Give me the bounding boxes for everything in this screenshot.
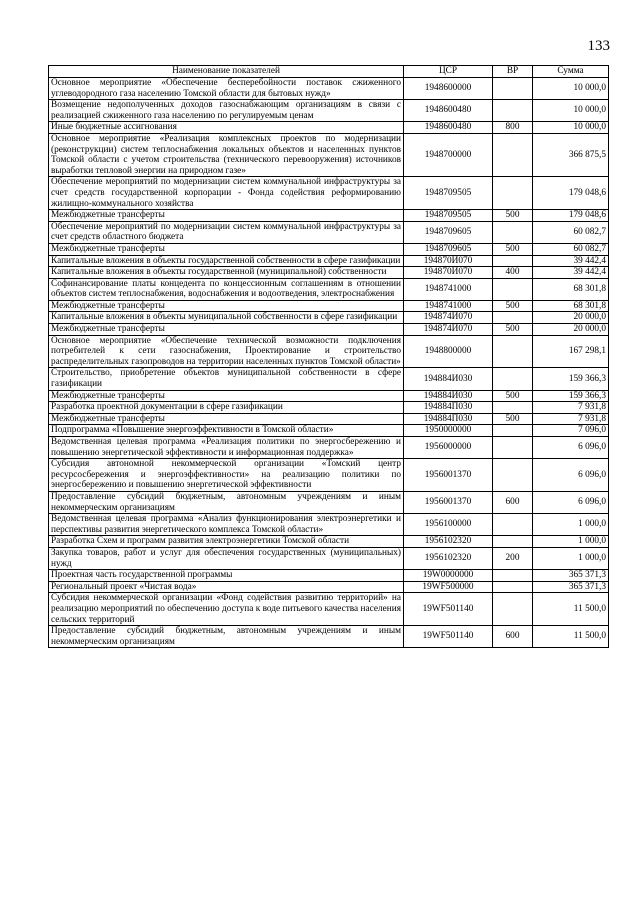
row-sum: 11 500,0 [533, 626, 609, 648]
row-vr: 200 [493, 547, 533, 569]
table-row [49, 514, 609, 536]
row-name: Разработка Схем и программ развития электроэнергетики Томской области [49, 536, 404, 548]
row-vr [493, 368, 533, 390]
table-row [49, 267, 609, 279]
header-name: Наименование показателей [49, 66, 404, 78]
row-sum: 1 000,0 [533, 514, 609, 536]
budget-table [48, 65, 609, 648]
row-name: Межбюджетные трансферты [49, 413, 404, 425]
row-name: Основное мероприятие «Реализация комплексных проектов по модернизации (реконструкции) систем теплоснабжения локальных объектов и населенных пунктов Томской области с учетом строительства (технического перевооружения) источников выработки тепловой энергии на природном газе» [49, 133, 404, 176]
row-sum: 7 096,0 [533, 425, 609, 437]
table-row [49, 335, 609, 368]
row-sum: 39 442,4 [533, 255, 609, 267]
row-sum: 365 371,3 [533, 581, 609, 593]
row-sum: 6 096,0 [533, 437, 609, 459]
row-name: Обеспечение мероприятий по модернизации систем коммунальной инфраструктуры за счет средств областного бюджета [49, 221, 404, 243]
row-vr [493, 133, 533, 176]
row-sum: 10 000,0 [533, 78, 609, 100]
row-sum: 159 366,3 [533, 390, 609, 402]
row-csr: 194884П030 [404, 413, 493, 425]
row-csr: 194870И070 [404, 255, 493, 267]
header-csr: ЦСР [404, 66, 493, 78]
table-row [49, 324, 609, 336]
row-csr: 1956001370 [404, 491, 493, 513]
row-csr: 1948700000 [404, 133, 493, 176]
row-vr [493, 514, 533, 536]
row-name: Закупка товаров, работ и услуг для обеспечения государственных (муниципальных) нужд [49, 547, 404, 569]
row-vr [493, 570, 533, 582]
row-vr: 500 [493, 324, 533, 336]
row-sum: 366 875,5 [533, 133, 609, 176]
row-csr: 1948709505 [404, 210, 493, 222]
row-name: Строительство, приобретение объектов муниципальной собственности в сфере газификации [49, 368, 404, 390]
row-sum: 60 082,7 [533, 221, 609, 243]
row-csr: 194874И070 [404, 324, 493, 336]
row-name: Ведомственная целевая программа «Анализ функционирования электроэнергетики и перспективы развития энергетического комплекса Томской области» [49, 514, 404, 536]
row-vr [493, 255, 533, 267]
row-vr [493, 581, 533, 593]
row-name: Межбюджетные трансферты [49, 243, 404, 255]
row-sum: 10 000,0 [533, 100, 609, 122]
row-vr: 600 [493, 491, 533, 513]
row-vr: 600 [493, 626, 533, 648]
table-row [49, 177, 609, 210]
row-name: Основное мероприятие «Обеспечение технической возможности подключения потребителей к сети газоснабжения, Проектирование и строительство распределительных газопроводов на территории населенных пунктов Томской области» [49, 335, 404, 368]
row-name: Основное мероприятие «Обеспечение бесперебойности поставок сжиженного углеводородного газа населению Томской области для бытовых нужд» [49, 78, 404, 100]
table-row [49, 536, 609, 548]
row-csr: 194884И030 [404, 390, 493, 402]
table-row [49, 133, 609, 176]
row-sum: 159 366,3 [533, 368, 609, 390]
table-row [49, 78, 609, 100]
row-sum: 179 048,6 [533, 210, 609, 222]
row-sum: 10 000,0 [533, 122, 609, 134]
row-vr: 500 [493, 243, 533, 255]
row-csr: 1948600000 [404, 78, 493, 100]
table-row [49, 255, 609, 267]
table-body [49, 78, 609, 648]
table-row [49, 368, 609, 390]
row-vr [493, 100, 533, 122]
table-row [49, 210, 609, 222]
row-name: Предоставление субсидий бюджетным, автономным учреждениям и иным некоммерческим организациям [49, 491, 404, 513]
table-header-row [49, 66, 609, 78]
row-name: Межбюджетные трансферты [49, 390, 404, 402]
row-name: Межбюджетные трансферты [49, 324, 404, 336]
row-sum: 365 371,3 [533, 570, 609, 582]
row-csr: 1948800000 [404, 335, 493, 368]
table-row [49, 243, 609, 255]
table-row [49, 278, 609, 300]
row-sum: 6 096,0 [533, 491, 609, 513]
row-name: Ведомственная целевая программа «Реализация политики по энергосбережению и повышению энергетической эффективности и информационная поддержка» [49, 437, 404, 459]
row-vr [493, 437, 533, 459]
row-vr [493, 459, 533, 492]
row-sum: 68 301,8 [533, 278, 609, 300]
row-sum: 167 298,1 [533, 335, 609, 368]
row-csr: 1948741000 [404, 278, 493, 300]
row-vr: 800 [493, 122, 533, 134]
table-row [49, 425, 609, 437]
row-vr [493, 221, 533, 243]
row-vr: 400 [493, 267, 533, 279]
row-name: Предоставление субсидий бюджетным, автономным учреждениям и иным некоммерческим организациям [49, 626, 404, 648]
row-csr: 1948709605 [404, 221, 493, 243]
row-name: Субсидия автономной некоммерческой организации «Томский центр ресурсосбережения и энергоэффективности» на реализацию политики по энергосбережению и повышению энергетической эффективности [49, 459, 404, 492]
row-vr [493, 536, 533, 548]
row-sum: 1 000,0 [533, 536, 609, 548]
table-row [49, 390, 609, 402]
row-sum: 7 931,8 [533, 413, 609, 425]
row-csr: 1948741000 [404, 300, 493, 312]
row-name: Межбюджетные трансферты [49, 300, 404, 312]
table-row [49, 221, 609, 243]
row-sum: 1 000,0 [533, 547, 609, 569]
row-csr: 19WF501140 [404, 626, 493, 648]
row-name: Возмещение недополученных доходов газоснабжающим организациям в связи с реализацией сжиженного газа населению по регулируемым ценам [49, 100, 404, 122]
header-vr: ВР [493, 66, 533, 78]
row-sum: 60 082,7 [533, 243, 609, 255]
row-name: Подпрограмма «Повышение энергоэффективности в Томской области» [49, 425, 404, 437]
row-vr [493, 593, 533, 626]
table-row [49, 402, 609, 414]
table-row [49, 570, 609, 582]
row-name: Капитальные вложения в объекты государственной собственности в сфере газификации [49, 255, 404, 267]
table-row [49, 122, 609, 134]
row-csr: 1956100000 [404, 514, 493, 536]
row-csr: 1948709505 [404, 177, 493, 210]
table-row [49, 100, 609, 122]
row-csr: 1948600480 [404, 100, 493, 122]
header-sum: Сумма [533, 66, 609, 78]
row-vr: 500 [493, 390, 533, 402]
row-csr: 1950000000 [404, 425, 493, 437]
page-number: 133 [587, 38, 610, 54]
table-row [49, 459, 609, 492]
row-csr: 194884П030 [404, 402, 493, 414]
table-row [49, 413, 609, 425]
table-row [49, 491, 609, 513]
row-vr: 500 [493, 413, 533, 425]
table-row [49, 626, 609, 648]
row-csr: 19WF501140 [404, 593, 493, 626]
row-sum: 20 000,0 [533, 324, 609, 336]
row-vr [493, 402, 533, 414]
row-csr: 1948709605 [404, 243, 493, 255]
row-name: Разработка проектной документации в сфере газификации [49, 402, 404, 414]
table-row [49, 581, 609, 593]
row-vr [493, 425, 533, 437]
row-csr: 1948600480 [404, 122, 493, 134]
row-sum: 68 301,8 [533, 300, 609, 312]
row-sum: 7 931,8 [533, 402, 609, 414]
row-sum: 11 500,0 [533, 593, 609, 626]
row-csr: 194884И030 [404, 368, 493, 390]
table-row [49, 547, 609, 569]
row-vr [493, 278, 533, 300]
row-name: Субсидия некоммерческой организации «Фонд содействия развитию территорий» на реализацию мероприятий по обеспечению доступа к воде питьевого качества населения сельских территорий [49, 593, 404, 626]
row-name: Проектная часть государственной программы [49, 570, 404, 582]
row-name: Софинансирование платы концедента по концессионным соглашениям в отношении объектов систем теплоснабжения, водоснабжения и водоотведения, электроснабжения [49, 278, 404, 300]
row-sum: 179 048,6 [533, 177, 609, 210]
row-vr [493, 312, 533, 324]
row-name: Капитальные вложения в объекты государственной (муниципальной) собственности [49, 267, 404, 279]
row-vr: 500 [493, 300, 533, 312]
row-csr: 19WF500000 [404, 581, 493, 593]
row-csr: 1956102320 [404, 536, 493, 548]
row-name: Капитальные вложения в объекты муниципальной собственности в сфере газификации [49, 312, 404, 324]
row-name: Региональный проект «Чистая вода» [49, 581, 404, 593]
row-name: Иные бюджетные ассигнования [49, 122, 404, 134]
table-row [49, 300, 609, 312]
row-csr: 194870И070 [404, 267, 493, 279]
table-row [49, 312, 609, 324]
table-row [49, 437, 609, 459]
row-vr [493, 335, 533, 368]
row-csr: 194874И070 [404, 312, 493, 324]
table-row [49, 593, 609, 626]
row-csr: 1956102320 [404, 547, 493, 569]
row-sum: 20 000,0 [533, 312, 609, 324]
row-vr [493, 177, 533, 210]
row-csr: 19W0000000 [404, 570, 493, 582]
row-vr: 500 [493, 210, 533, 222]
row-sum: 6 096,0 [533, 459, 609, 492]
row-name: Межбюджетные трансферты [49, 210, 404, 222]
row-csr: 1956001370 [404, 459, 493, 492]
row-csr: 1956000000 [404, 437, 493, 459]
row-sum: 39 442,4 [533, 267, 609, 279]
row-name: Обеспечение мероприятий по модернизации систем коммунальной инфраструктуры за счет средств государственной корпорации - Фонда содействия реформированию жилищно-коммунального хозяйства [49, 177, 404, 210]
row-vr [493, 78, 533, 100]
